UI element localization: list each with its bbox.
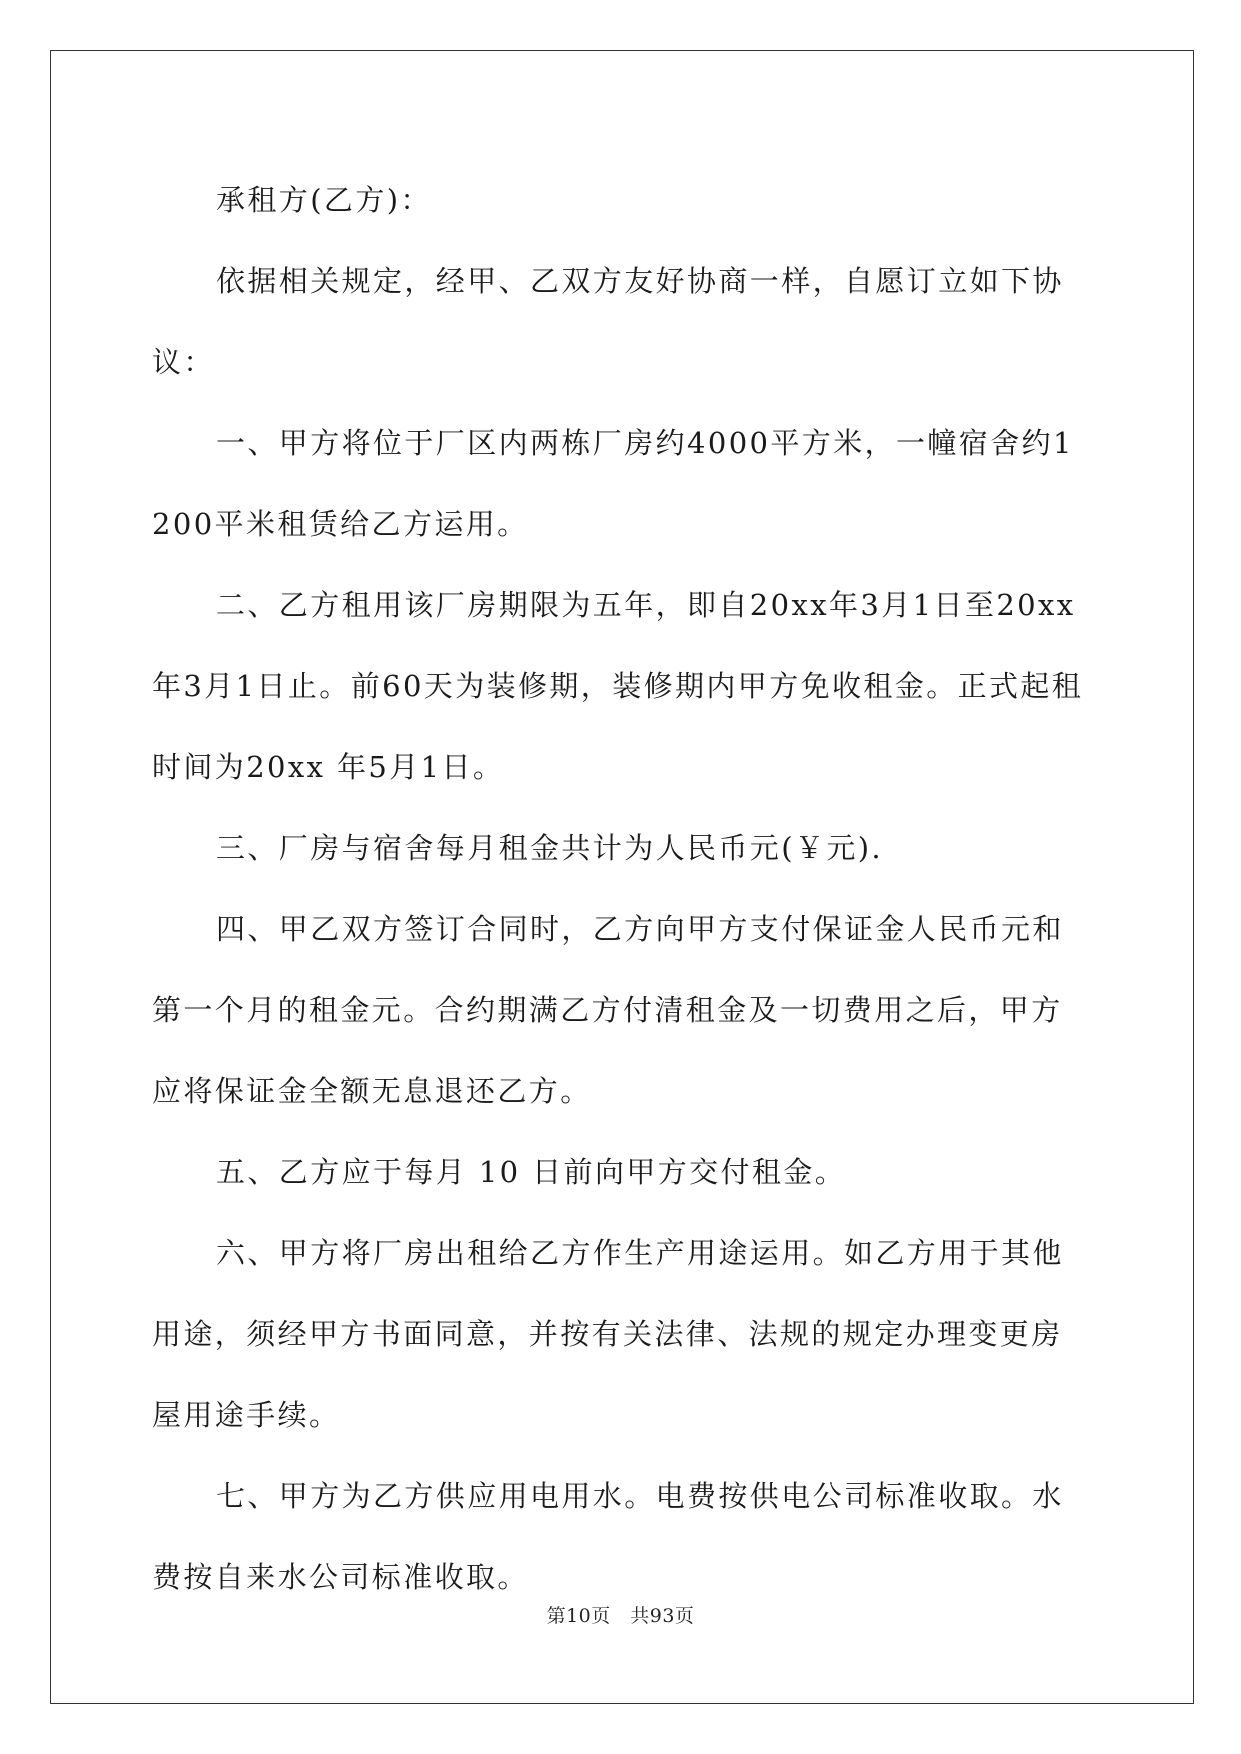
paragraph-lessee: 承租方(乙方)： bbox=[216, 183, 432, 217]
document-body bbox=[152, 160, 1092, 1618]
paragraph-clause-4: 四、甲乙双方签订合同时，乙方向甲方支付保证金人民币元和第一个月的租金元。合约期满乙方付清租金及一切费用之后，甲方应将保证金全额无息退还乙方。 bbox=[152, 912, 1064, 1108]
paragraph-clause-7: 七、甲方为乙方供应用电用水。电费按供电公司标准收取。水费按自来水公司标准收取。 bbox=[152, 1479, 1064, 1594]
paragraph-preamble: 依据相关规定，经甲、乙双方友好协商一样，自愿订立如下协议： bbox=[152, 264, 1064, 379]
page-number-footer: 第10页 共93页 bbox=[546, 1605, 695, 1627]
paragraph-clause-1: 一、甲方将位于厂区内两栋厂房约4000平方米，一幢宿舍约1200平米租赁给乙方运用。 bbox=[152, 426, 1074, 541]
paragraph-clause-3: 三、厂房与宿舍每月租金共计为人民币元(￥元). bbox=[216, 831, 884, 865]
paragraph-clause-6: 六、甲方将厂房出租给乙方作生产用途运用。如乙方用于其他用途，须经甲方书面同意，并按有关法律、法规的规定办理变更房屋用途手续。 bbox=[152, 1236, 1064, 1432]
paragraph-clause-2: 二、乙方租用该厂房期限为五年，即自20xx年3月1日至20xx年3月1日止。前60天为装修期，装修期内甲方免收租金。正式起租时间为20xx 年5月1日。 bbox=[152, 588, 1084, 784]
paragraph-clause-5: 五、乙方应于每月 10 日前向甲方交付租金。 bbox=[216, 1155, 847, 1189]
